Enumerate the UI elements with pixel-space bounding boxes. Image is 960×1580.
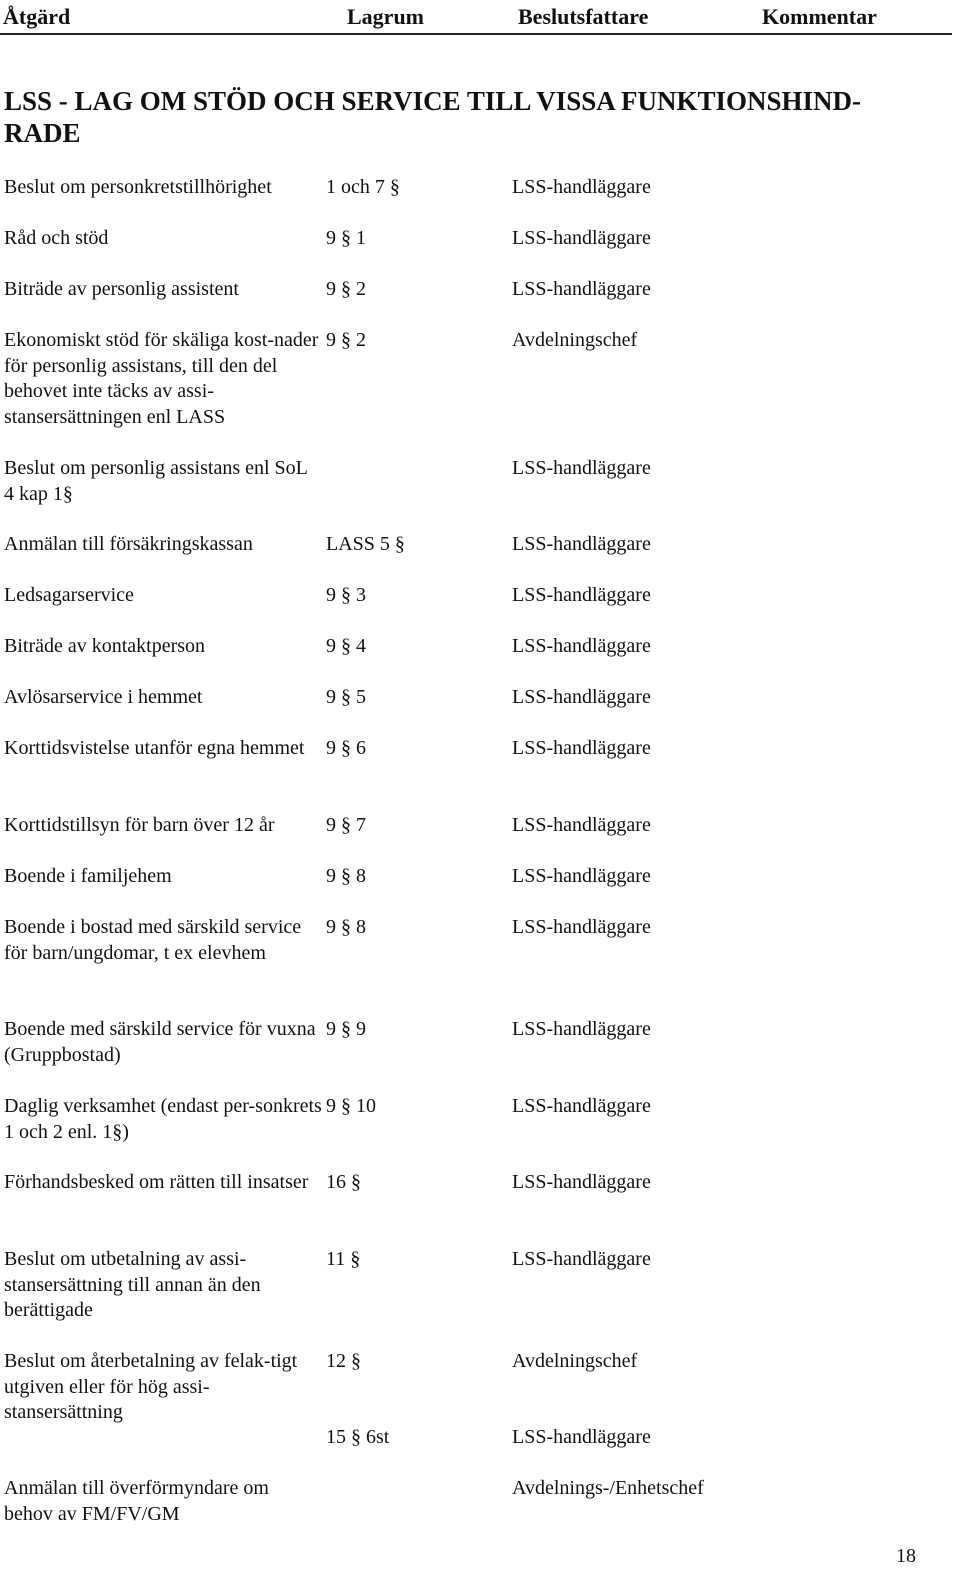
atgard-cell: Daglig verksamhet (endast per-sonkrets 1 och 2 enl. 1§): [4, 1095, 322, 1143]
lagrum-cell: 9 § 8: [326, 916, 366, 938]
atgard-cell: Beslut om personlig assistans enl SoL 4 kap 1§: [4, 457, 308, 505]
beslutsfattare-cell: LSS-handläggare: [512, 457, 651, 479]
atgard-cell: Råd och stöd: [4, 227, 109, 249]
beslutsfattare-cell: LSS-handläggare: [512, 1018, 651, 1040]
atgard-cell: Boende i familjehem: [4, 865, 172, 887]
beslutsfattare-cell: Avdelningschef: [512, 1350, 638, 1372]
beslutsfattare-cell: LSS-handläggare: [512, 865, 651, 887]
atgard-cell: Boende med särskild service för vuxna (Gruppbostad): [4, 1018, 316, 1066]
lagrum-cell: 9 § 3: [326, 584, 366, 606]
lagrum-cell: LASS 5 §: [326, 533, 405, 555]
beslutsfattare-cell: LSS-handläggare: [512, 916, 651, 938]
lagrum-cell: 9 § 7: [326, 814, 366, 836]
column-header-kommentar: Kommentar: [762, 4, 877, 29]
atgard-cell: Avlösarservice i hemmet: [4, 686, 203, 708]
beslutsfattare-cell: LSS-handläggare: [512, 635, 651, 657]
beslutsfattare-cell: LSS-handläggare: [512, 1426, 651, 1448]
atgard-cell: Förhandsbesked om rätten till insatser: [4, 1171, 309, 1193]
beslutsfattare-cell: Avdelnings-/Enhetschef: [512, 1477, 704, 1499]
atgard-cell: Beslut om personkretstillhörighet: [4, 176, 272, 198]
beslutsfattare-cell: LSS-handläggare: [512, 278, 651, 300]
beslutsfattare-cell: LSS-handläggare: [512, 1248, 651, 1270]
column-header-beslutsfattare: Beslutsfattare: [518, 4, 649, 29]
column-header-lagrum: Lagrum: [347, 4, 424, 29]
lagrum-cell: 9 § 4: [326, 635, 366, 657]
atgard-cell: Anmälan till överförmyndare om behov av FM/FV/GM: [4, 1477, 269, 1525]
page-number: 18: [896, 1545, 916, 1567]
lagrum-cell: 1 och 7 §: [326, 176, 400, 198]
beslutsfattare-cell: LSS-handläggare: [512, 686, 651, 708]
lagrum-cell: 9 § 8: [326, 865, 366, 887]
atgard-cell: Biträde av kontaktperson: [4, 635, 206, 657]
lagrum-cell: 9 § 10: [326, 1095, 376, 1117]
beslutsfattare-cell: Avdelningschef: [512, 329, 638, 351]
column-header-atgard: Åtgärd: [3, 4, 71, 29]
lagrum-cell: 12 §: [326, 1350, 361, 1372]
lagrum-cell: 9 § 1: [326, 227, 366, 249]
lagrum-cell: 15 § 6st: [326, 1426, 390, 1448]
lagrum-cell: 11 §: [326, 1248, 361, 1270]
atgard-cell: Biträde av personlig assistent: [4, 278, 239, 300]
lagrum-cell: 9 § 6: [326, 737, 366, 759]
beslutsfattare-cell: LSS-handläggare: [512, 737, 651, 759]
lagrum-cell: 16 §: [326, 1171, 361, 1193]
lagrum-cell: 9 § 9: [326, 1018, 366, 1040]
atgard-cell: Ledsagarservice: [4, 584, 134, 606]
beslutsfattare-cell: LSS-handläggare: [512, 1095, 651, 1117]
beslutsfattare-cell: LSS-handläggare: [512, 814, 651, 836]
beslutsfattare-cell: LSS-handläggare: [512, 227, 651, 249]
atgard-cell: Ekonomiskt stöd för skäliga kost-nader för personlig assistans, till den del behovet inte täcks av assi-stansersättningen enl LASS: [4, 329, 319, 428]
table-header: [0, 0, 952, 35]
atgard-cell: Korttidstillsyn för barn över 12 år: [4, 814, 275, 836]
section-title: LSS - LAG OM STÖD OCH SERVICE TILL VISSA FUNKTIONSHIND-RADE: [4, 86, 862, 148]
beslutsfattare-cell: LSS-handläggare: [512, 584, 651, 606]
beslutsfattare-cell: LSS-handläggare: [512, 176, 651, 198]
atgard-cell: Boende i bostad med särskild service för barn/ungdomar, t ex elevhem: [4, 916, 302, 964]
atgard-cell: Beslut om återbetalning av felak-tigt utgiven eller för hög assi-stansersättning: [4, 1350, 298, 1423]
beslutsfattare-cell: LSS-handläggare: [512, 533, 651, 555]
lagrum-cell: 9 § 5: [326, 686, 366, 708]
lagrum-cell: 9 § 2: [326, 329, 366, 351]
atgard-cell: Korttidsvistelse utanför egna hemmet: [4, 737, 305, 759]
atgard-cell: Beslut om utbetalning av assi-stansersättning till annan än den berättigade: [4, 1248, 261, 1321]
beslutsfattare-cell: LSS-handläggare: [512, 1171, 651, 1193]
lagrum-cell: 9 § 2: [326, 278, 366, 300]
atgard-cell: Anmälan till försäkringskassan: [4, 533, 253, 555]
